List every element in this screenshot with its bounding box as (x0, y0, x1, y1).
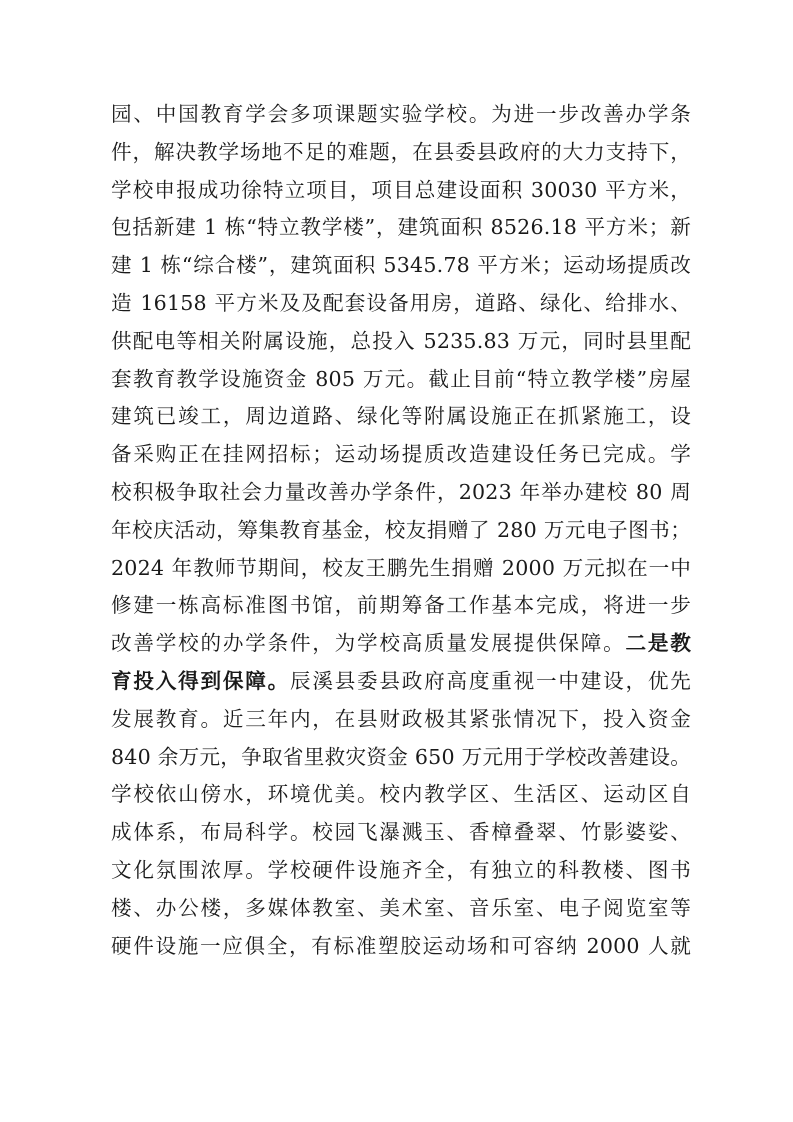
text-line (111, 739, 691, 777)
text-span: 辰溪县委县政府高度重视一中建设，优先 (289, 668, 691, 693)
text-span: 2024 年教师节期间，校友王鹏先生捐赠 2000 万元拟在一中 (111, 555, 691, 580)
body-text (111, 96, 691, 965)
text-line (111, 928, 691, 966)
text-line (111, 852, 691, 890)
text-line (111, 663, 691, 701)
text-line (111, 625, 691, 663)
text-span: 楼、办公楼，多媒体教室、美术室、音乐室、电子阅览室等 (111, 895, 691, 920)
text-span: 硬件设施一应俱全，有标准塑胶运动场和可容纳 2000 人就 (111, 933, 691, 958)
text-span: 年校庆活动，筹集教育基金，校友捐赠了 280 万元电子图书； (111, 517, 691, 542)
text-span: 修建一栋高标准图书馆，前期筹备工作基本完成，将进一步 (111, 593, 691, 618)
text-line (111, 285, 691, 323)
text-line (111, 776, 691, 814)
text-span: 建 1 栋“综合楼”，建筑面积 5345.78 平方米；运动场提质改 (111, 253, 691, 278)
text-span: 校积极争取社会力量改善办学条件，2023 年举办建校 80 周 (111, 479, 691, 504)
text-span: 包括新建 1 栋“特立教学楼”，建筑面积 8526.18 平方米；新 (111, 215, 691, 240)
text-span: 改善学校的办学条件，为学校高质量发展提供保障。 (111, 631, 626, 656)
text-span: 件，解决教学场地不足的难题，在县委县政府的大力支持下， (111, 139, 691, 164)
text-span: 建筑已竣工，周边道路、绿化等附属设施正在抓紧施工，设 (111, 404, 691, 429)
text-span: 套教育教学设施资金 805 万元。截止目前“特立教学楼”房屋 (111, 366, 691, 391)
text-span: 学校依山傍水，环境优美。校内教学区、生活区、运动区自 (111, 782, 691, 807)
text-line (111, 361, 691, 399)
text-line (111, 436, 691, 474)
text-line (111, 209, 691, 247)
text-span: 造 16158 平方米及及配套设备用房，道路、绿化、给排水、 (111, 290, 691, 315)
text-line (111, 474, 691, 512)
text-line (111, 134, 691, 172)
text-line (111, 398, 691, 436)
text-line (111, 587, 691, 625)
text-line (111, 172, 691, 210)
text-line (111, 247, 691, 285)
text-line (111, 96, 691, 134)
bold-text-span: 二是教 (625, 631, 691, 656)
text-line (111, 323, 691, 361)
text-span: 园、中国教育学会多项课题实验学校。为进一步改善办学条 (111, 102, 691, 126)
text-line (111, 890, 691, 928)
text-line (111, 512, 691, 550)
text-span: 发展教育。近三年内，在县财政极其紧张情况下，投入资金 (111, 706, 691, 731)
text-line (111, 550, 691, 588)
text-span: 学校申报成功徐特立项目，项目总建设面积 30030 平方米， (111, 177, 691, 202)
text-line (111, 814, 691, 852)
text-span: 备采购正在挂网招标；运动场提质改造建设任务已完成。学 (111, 442, 691, 467)
bold-text-span: 育投入得到保障。 (111, 668, 290, 693)
text-span: 供配电等相关附属设施，总投入 5235.83 万元，同时县里配 (111, 328, 691, 353)
text-line (111, 701, 691, 739)
text-span: 成体系，布局科学。校园飞瀑溅玉、香樟叠翠、竹影婆娑、 (111, 820, 691, 845)
text-span: 文化氛围浓厚。学校硬件设施齐全，有独立的科教楼、图书 (111, 857, 691, 882)
text-span: 840 余万元，争取省里救灾资金 650 万元用于学校改善建设。 (111, 744, 691, 769)
